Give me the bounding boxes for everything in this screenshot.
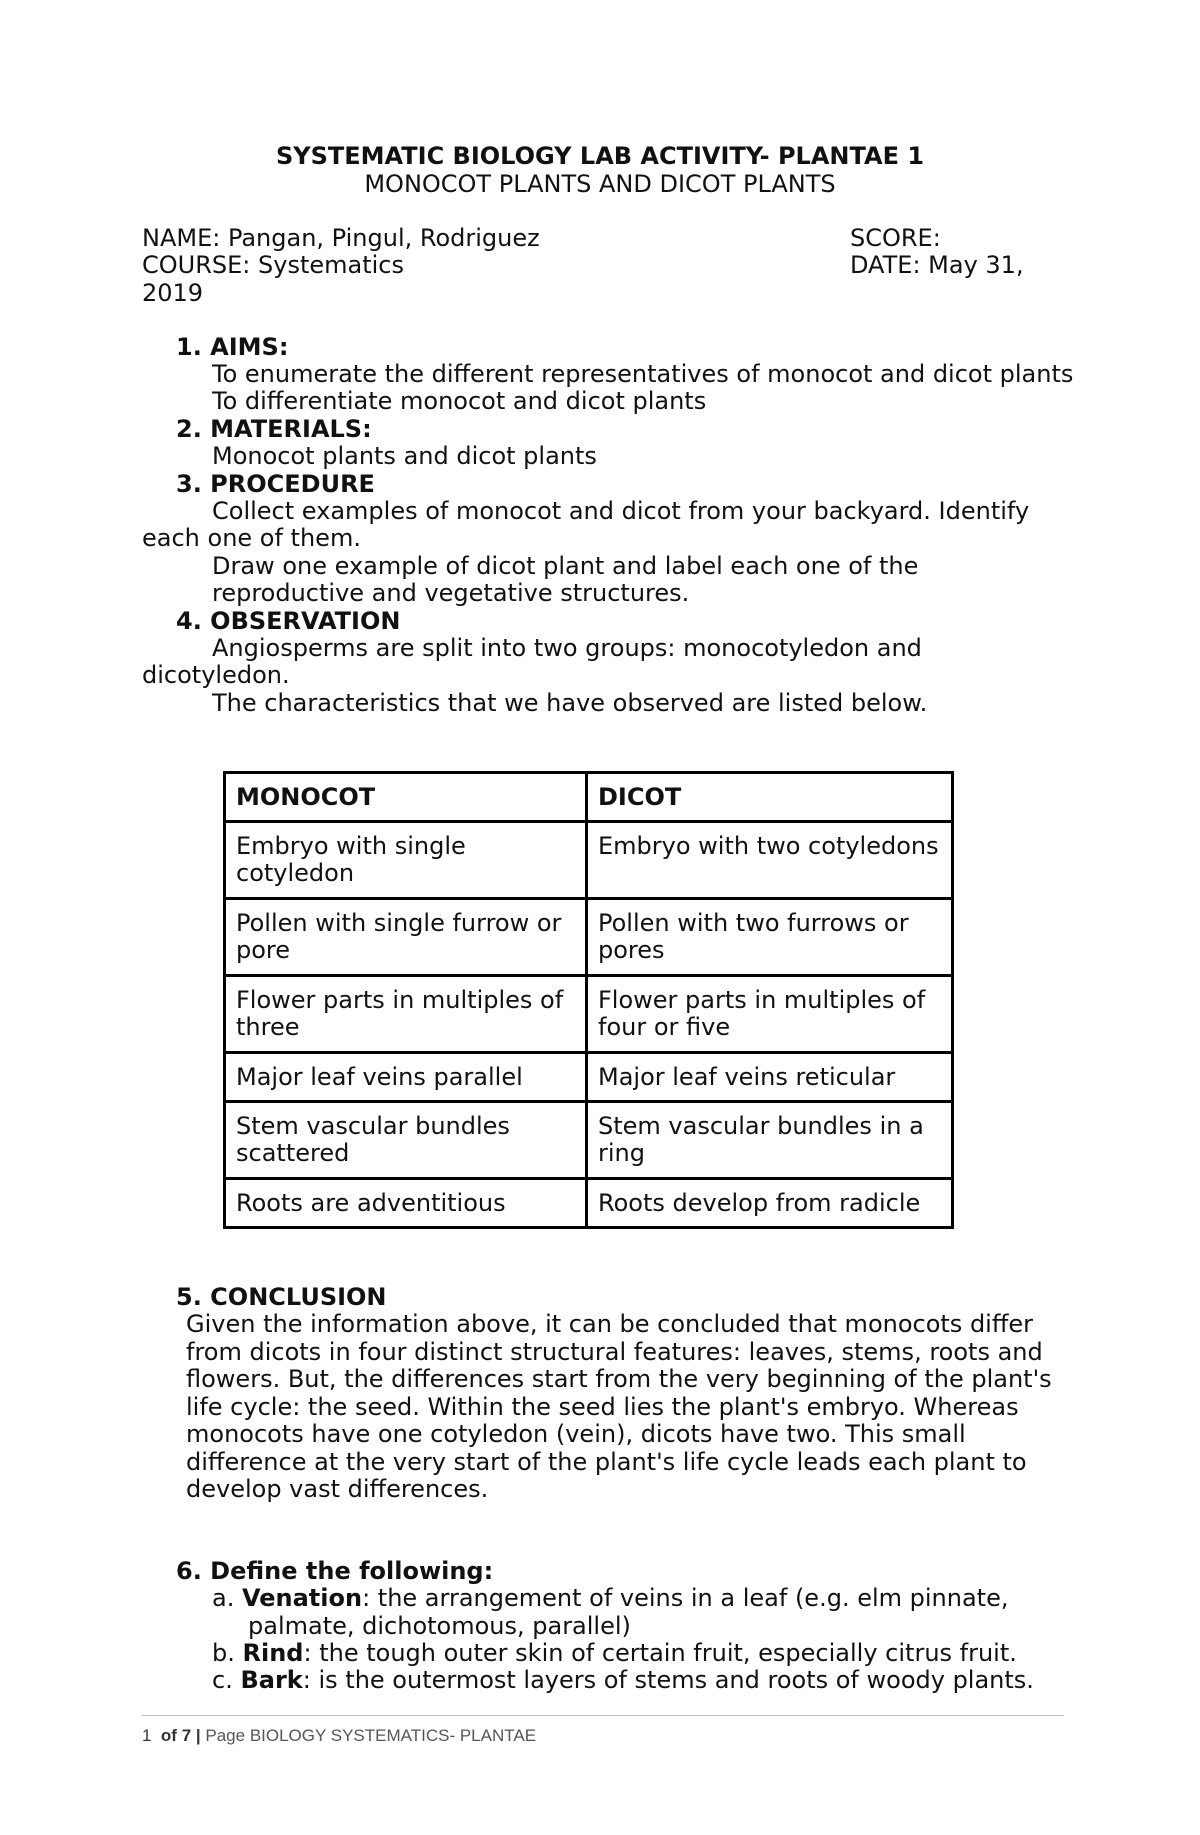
table-cell: Stem vascular bundles in a ring (587, 1102, 953, 1179)
table-cell: Stem vascular bundles scattered (225, 1102, 587, 1179)
table-cell: Pollen with two furrows or pores (587, 899, 953, 976)
page-footer (142, 1722, 536, 1750)
procedure-line: Collect examples of monocot and dicot from your backyard. Identify (212, 497, 1030, 525)
procedure-heading: 3. PROCEDURE (176, 470, 375, 498)
observation-line: Angiosperms are split into two groups: monocotyledon and (212, 634, 922, 662)
table-cell: Major leaf veins reticular (587, 1053, 953, 1102)
definition-item (212, 1640, 1017, 1668)
definition-letter: a. (212, 1584, 235, 1612)
table-row (225, 1053, 953, 1102)
table-row (225, 1102, 953, 1179)
conclusion-line: difference at the very start of the plant's life cycle leads each plant to (186, 1448, 1027, 1476)
footer-divider (142, 1715, 1064, 1716)
conclusion-line: life cycle: the seed. Within the seed lies the plant's embryo. Whereas (186, 1393, 1019, 1421)
document-subtitle: MONOCOT PLANTS AND DICOT PLANTS (364, 170, 836, 198)
conclusion-line: develop vast differences. (186, 1475, 489, 1503)
aims-line: To enumerate the different representatives of monocot and dicot plants (212, 360, 1074, 388)
observation-line: dicotyledon. (142, 661, 290, 689)
table-row (225, 976, 953, 1053)
materials-line: Monocot plants and dicot plants (212, 442, 597, 470)
materials-heading: 2. MATERIALS: (176, 415, 372, 443)
definition-continuation: palmate, dichotomous, parallel) (248, 1612, 631, 1640)
table-cell: Flower parts in multiples of three (225, 976, 587, 1053)
table-row (225, 899, 953, 976)
date-year: 2019 (142, 279, 204, 307)
aims-heading: 1. AIMS: (176, 333, 289, 361)
definition-letter: b. (212, 1639, 235, 1667)
observation-line: The characteristics that we have observed are listed below. (212, 689, 928, 717)
conclusion-line: flowers. But, the differences start from the very beginning of the plant's (186, 1365, 1052, 1393)
define-heading: 6. Define the following: (176, 1557, 494, 1585)
table-header-row (225, 773, 953, 822)
table-row (225, 822, 953, 899)
conclusion-line: from dicots in four distinct structural features: leaves, stems, roots and (186, 1338, 1043, 1366)
definition-item (212, 1667, 1034, 1695)
table-cell: Pollen with single furrow or pore (225, 899, 587, 976)
document-title: SYSTEMATIC BIOLOGY LAB ACTIVITY- PLANTAE 1 (275, 142, 925, 170)
conclusion-line: monocots have one cotyledon (vein), dicots have two. This small (186, 1420, 966, 1448)
table-cell: Embryo with single cotyledon (225, 822, 587, 899)
aims-line: To differentiate monocot and dicot plants (212, 387, 707, 415)
name-field: NAME: Pangan, Pingul, Rodriguez (142, 224, 540, 252)
definition-letter: c. (212, 1666, 233, 1694)
conclusion-heading: 5. CONCLUSION (176, 1283, 387, 1311)
conclusion-line: Given the information above, it can be concluded that monocots differ (186, 1310, 1034, 1338)
table-cell: Roots are adventitious (225, 1179, 587, 1228)
definition-item (212, 1585, 1008, 1613)
header-monocot: MONOCOT (225, 773, 587, 822)
table-cell: Major leaf veins parallel (225, 1053, 587, 1102)
course-field: COURSE: Systematics (142, 251, 404, 279)
definition-term: Bark (240, 1666, 303, 1694)
date-field: DATE: May 31, (850, 251, 1024, 279)
footer-page-number: 1 (142, 1726, 152, 1745)
header-dicot: DICOT (587, 773, 953, 822)
definition-text: : the tough outer skin of certain fruit, especially citrus fruit. (303, 1639, 1017, 1667)
footer-page-label: Page BIOLOGY SYSTEMATICS- PLANTAE (205, 1726, 537, 1745)
definition-term: Rind (242, 1639, 304, 1667)
table-cell: Embryo with two cotyledons (587, 822, 953, 899)
observation-heading: 4. OBSERVATION (176, 607, 401, 635)
definition-text: : is the outermost layers of stems and roots of woody plants. (302, 1666, 1034, 1694)
procedure-line: Draw one example of dicot plant and label each one of the (212, 552, 919, 580)
definition-text: : the arrangement of veins in a leaf (e.g. elm pinnate, (362, 1584, 1009, 1612)
procedure-line: each one of them. (142, 524, 361, 552)
table-cell: Roots develop from radicle (587, 1179, 953, 1228)
footer-separator: | (195, 1726, 201, 1745)
footer-page-count: of 7 (160, 1726, 192, 1745)
procedure-line: reproductive and vegetative structures. (212, 579, 690, 607)
table-cell: Flower parts in multiples of four or five (587, 976, 953, 1053)
definition-term: Venation (241, 1584, 363, 1612)
table-row (225, 1179, 953, 1228)
score-field: SCORE: (850, 224, 941, 252)
comparison-table (223, 771, 954, 1229)
